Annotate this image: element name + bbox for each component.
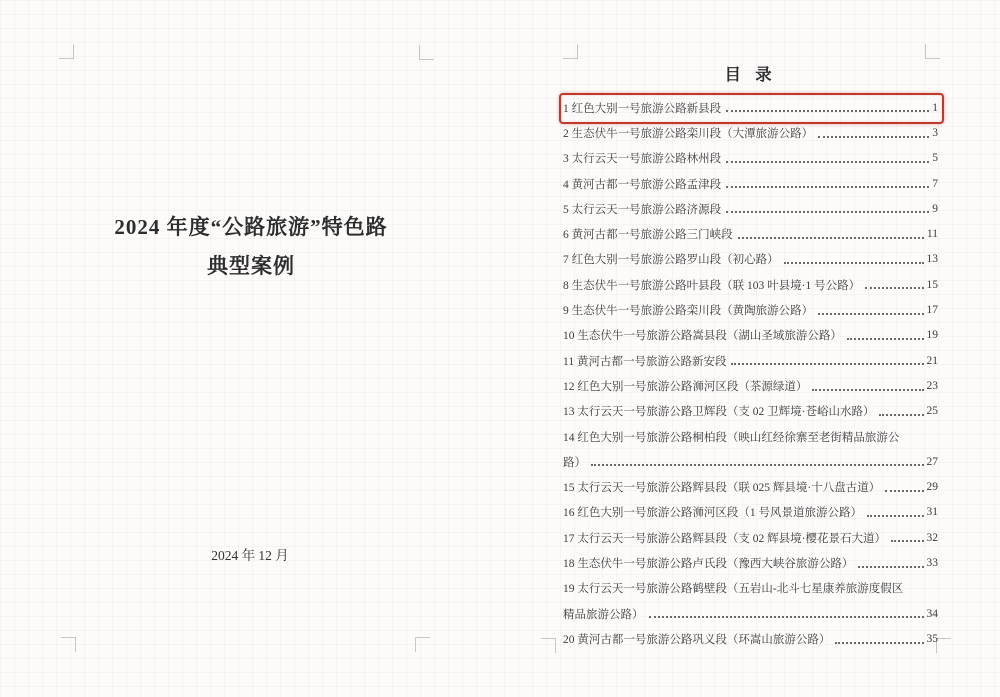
toc-entry-4[interactable] [563,171,938,196]
cover-title-line1: 2024 年度“公路旅游”特色路 [114,215,388,239]
page-number: 5 [932,152,938,165]
toc-entry-8[interactable] [563,272,938,297]
dotted-leader [891,540,924,542]
toc-entry-text: 11 黄河古都一号旅游公路新安段 [563,355,727,368]
cover-title-line2: 典型案例 [207,254,295,278]
dotted-leader [818,136,929,138]
page-number: 35 [926,632,938,645]
dotted-leader [867,515,924,517]
toc-entry-text: 3 太行云天一号旅游公路林州段 [563,153,722,166]
page-number: 13 [926,253,938,266]
toc-entry-text: 2 生态伏牛一号旅游公路栾川段（大潭旅游公路） [563,127,814,140]
page-number: 25 [926,405,938,418]
toc-entry-10[interactable] [563,323,938,348]
dotted-leader [731,363,923,365]
toc-entry-text: 20 黄河古都一号旅游公路巩义段（环嵩山旅游公路） [563,633,831,646]
toc-entry-16[interactable] [563,500,938,525]
toc-entry-1[interactable] [563,95,938,120]
dotted-leader [812,389,923,391]
dotted-leader [879,414,923,416]
dotted-leader [738,237,924,239]
page-number: 32 [926,531,938,544]
toc-entry-12[interactable] [563,373,938,398]
toc-entry-text: 16 红色大别一号旅游公路浉河区段（1 号风景道旅游公路） [563,507,862,520]
dotted-leader [726,211,929,213]
toc-entry-5[interactable] [563,196,938,221]
toc-entry-19[interactable] [563,576,938,627]
crop-mark-cover-top-left [59,44,74,59]
cover-date: 2024 年 12 月 [211,548,289,563]
toc-entry-14[interactable] [563,424,938,475]
dotted-leader [835,642,923,644]
toc-entry-text: 8 生态伏牛一号旅游公路叶县段（联 103 叶县境·1 号公路） [563,279,861,292]
page-number: 29 [926,481,938,494]
toc-entry-text: 17 太行云天一号旅游公路辉县段（支 02 辉县境·樱花景石大道） [563,532,886,545]
toc-entry-text: 5 太行云天一号旅游公路济源段 [563,203,722,216]
dotted-leader [649,616,924,618]
page-number: 9 [932,202,938,215]
dotted-leader [726,161,929,163]
toc-entry-text-wrap: 路） [563,456,586,469]
page-number: 1 [932,101,938,114]
page-number: 7 [932,177,938,190]
crop-mark-toc-bottom-left [541,638,556,653]
toc-entry-text: 9 生态伏牛一号旅游公路栾川段（黄陶旅游公路） [563,305,814,318]
toc-entry-2[interactable] [563,120,938,145]
page-number: 3 [932,126,938,139]
dotted-leader [784,262,924,264]
toc-entry-17[interactable] [563,525,938,550]
toc-entry-text-wrap: 精品旅游公路） [563,608,644,621]
toc-heading: 目 录 [724,65,777,84]
toc-entry-13[interactable] [563,399,938,424]
crop-mark-toc-top-left [563,44,578,59]
dotted-leader [858,566,923,568]
toc-entry-text: 19 太行云天一号旅游公路鹤壁段（五岩山-北斗七星康养旅游度假区 [563,583,904,596]
page-number: 17 [926,304,938,317]
toc-entry-text: 18 生态伏牛一号旅游公路卢氏段（豫西大峡谷旅游公路） [563,557,854,570]
toc-entry-7[interactable] [563,247,938,272]
crop-mark-cover-bottom-left [61,637,76,652]
page-number: 31 [926,506,938,519]
page-number: 21 [926,354,938,367]
dotted-leader [591,464,924,466]
cover-title [70,208,432,286]
page-number: 19 [926,329,938,342]
page-number: 15 [926,278,938,291]
toc-entry-18[interactable] [563,550,938,575]
page-number: 11 [926,228,938,241]
toc-entry-text: 6 黄河古都一号旅游公路三门峡段 [563,229,733,242]
toc-entry-text: 7 红色大别一号旅游公路罗山段（初心路） [563,254,779,267]
toc-entry-text: 14 红色大别一号旅游公路桐柏段（映山红经徐寨至老街精品旅游公 [563,431,900,444]
toc-list [563,95,938,652]
page-number: 34 [926,607,938,620]
page-number: 33 [926,556,938,569]
toc-entry-3[interactable] [563,146,938,171]
crop-mark-cover-bottom-right [415,637,430,652]
dotted-leader [847,338,924,340]
toc-entry-text: 4 黄河古都一号旅游公路孟津段 [563,178,722,191]
page-number: 27 [926,455,938,468]
toc-entry-text: 15 太行云天一号旅游公路辉县段（联 025 辉县境·十八盘古道） [563,482,881,495]
toc-entry-9[interactable] [563,297,938,322]
page-number: 23 [926,379,938,392]
toc-entry-6[interactable] [563,221,938,246]
toc-entry-text: 12 红色大别一号旅游公路浉河区段（茶源绿道） [563,380,808,393]
toc-entry-20[interactable] [563,626,938,651]
crop-mark-toc-bottom-right [936,638,951,653]
dotted-leader [865,287,923,289]
toc-entry-text: 1 红色大别一号旅游公路新县段 [563,102,722,115]
dotted-leader [818,313,923,315]
crop-mark-cover-top-right [419,45,434,60]
crop-mark-toc-top-right [925,44,940,59]
dotted-leader [885,490,923,492]
toc-entry-15[interactable] [563,474,938,499]
toc-entry-text: 13 太行云天一号旅游公路卫辉段（支 02 卫辉境·苍峪山水路） [563,406,875,419]
dotted-leader [726,110,929,112]
toc-entry-text: 10 生态伏牛一号旅游公路嵩县段（湖山圣域旅游公路） [563,330,842,343]
dotted-leader [726,186,929,188]
toc-entry-11[interactable] [563,348,938,373]
